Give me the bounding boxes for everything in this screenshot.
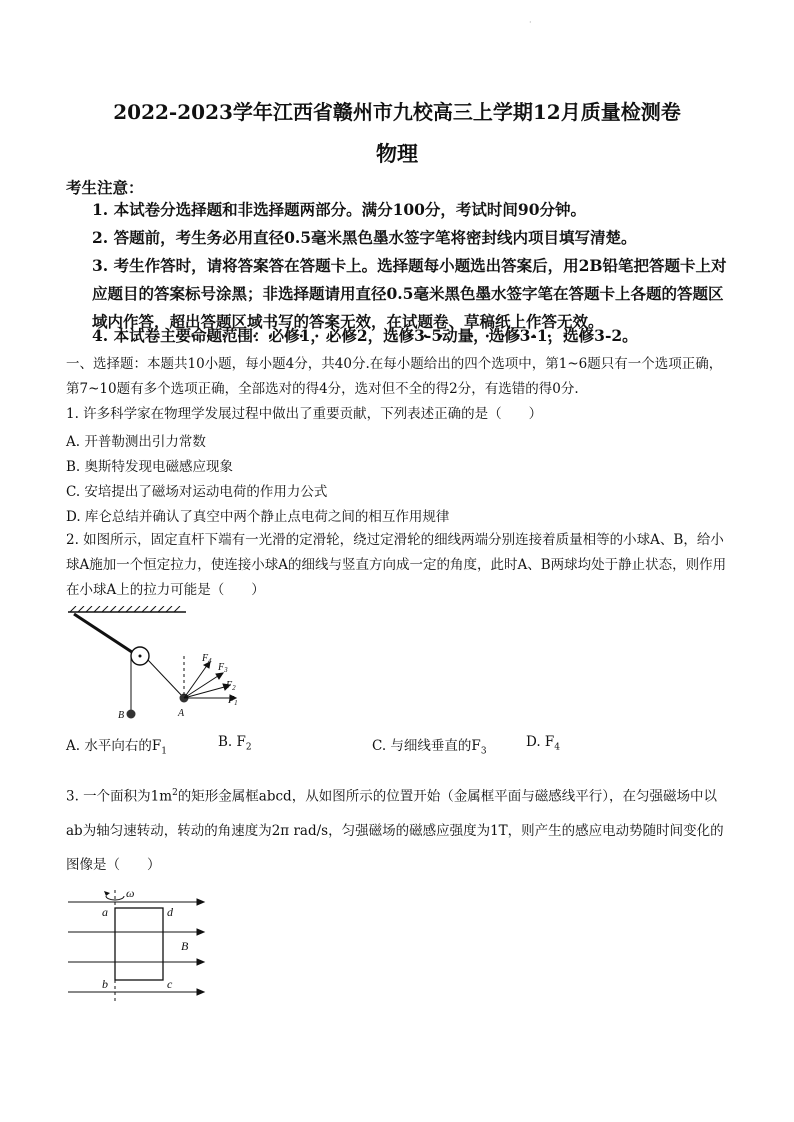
label-omega: ω — [126, 886, 135, 900]
question-2-option-c: C. 与细线垂直的$F_3$ — [372, 738, 487, 757]
ceiling-hatch — [70, 606, 180, 612]
label-b: b — [102, 977, 108, 991]
question-1-option-a: A. 开普勒测出引力常数 — [66, 434, 206, 450]
notice-text-part: 3. 考生作答时，请将答案答在答题卡上。选择题每小题选出答案后，用2B铅笔把答题卡上对应题目的答案标号涂黑；非选择题请用直径0.5毫米黑色墨水签字笔在答题卡上各题的答题区域内作答， — [92, 256, 727, 331]
pulley-axle — [139, 655, 142, 658]
notice-text: 4. 本试卷主要命题范围：必修1，必修2，选修3-5动量，选修3-1，选修3-2。 — [92, 326, 638, 345]
label-f2: $F_2$ — [226, 680, 236, 692]
question-2-options — [66, 734, 732, 758]
pulley-figure — [66, 606, 256, 726]
question-2-option-a: A. 水平向右的$F_1$ — [66, 738, 167, 757]
label-a: A — [178, 708, 185, 719]
section-intro: 一、选择题：本题共10小题，每小题4分，共40分.在每小题给出的四个选项中，第1~6题只有一个选项正确，第7~10题有多个选项正确，全部选对的得4分，选对但不全的得2分，有选错的得0分. — [66, 356, 723, 397]
label-field-b: B — [181, 939, 189, 953]
question-2-option-d: D. $F_4$ — [526, 734, 561, 753]
metal-frame — [115, 908, 163, 980]
notice-text: 1. 本试卷分选择题和非选择题两部分。满分100分，考试时间90分钟。 — [92, 200, 587, 219]
question-2-option-b: B. $F_2$ — [218, 734, 252, 753]
exam-title: 2022-2023学年江西省赣州市九校高三上学期12月质量检测卷 — [113, 100, 681, 124]
arrow-f3 — [216, 673, 223, 679]
label-f3: $F_3$ — [218, 662, 228, 674]
question-1-option-c: C. 安培提出了磁场对运动电荷的作用力公式 — [66, 484, 328, 500]
label-f4: $F_4$ — [202, 653, 212, 665]
scan-mark: · — [529, 18, 532, 27]
frame-figure — [66, 886, 216, 1006]
label-c: c — [167, 977, 173, 991]
fixed-rod — [74, 614, 138, 656]
subject-title: 物理 — [376, 141, 418, 166]
question-1-stem: 1. 许多科学家在物理学发展过程中做出了重要贡献，下列表述正确的是（ ） — [66, 406, 543, 422]
notice-heading: 考生注意： — [66, 178, 144, 197]
question-3-stem: 3. 一个面积为$1m^2$的矩形金属框abcd，从如图所示的位置开始（金属框平面与磁感线平行），在匀强磁场中以ab为轴匀速转动，转动的角速度为2π rad/s，匀强磁场的磁感应强度为1T，则产生的感应电动势随时间变化的图像是（ ） — [66, 788, 724, 873]
notice-item-2 — [66, 224, 732, 252]
question-1-option-d: D. 库仑总结并确认了真空中两个静止点电荷之间的相互作用规律 — [66, 509, 450, 525]
notice-text-emphasis: 超出答题区域书写的答案无效，在试题卷、草稿纸上作答无效。 — [169, 312, 604, 331]
ball-b — [127, 710, 136, 719]
label-d: d — [167, 905, 173, 919]
force-f3 — [184, 674, 221, 698]
question-1-option-b: B. 奥斯特发现电磁感应现象 — [66, 459, 234, 475]
notice-item-4 — [66, 322, 732, 350]
question-2-stem: 2. 如图所示，固定直杆下端有一光滑的定滑轮，绕过定滑轮的细线两端分别连接着质量相等的小球A、B，给小球A施加一个恒定拉力，使连接小球A的细线与竖直方向成一定的角度，此时A、B两球均处于静止状态，则作用在小球A上的拉力可能是（ ） — [66, 532, 727, 598]
notice-text: 2. 答题前，考生务必用直径0.5毫米黑色墨水签字笔将密封线内项目填写清楚。 — [92, 228, 637, 247]
string-to-a — [148, 660, 184, 698]
label-f1: $F_1$ — [228, 695, 238, 707]
label-a: a — [102, 905, 108, 919]
label-b: B — [118, 710, 125, 721]
notice-item-1 — [66, 196, 732, 224]
